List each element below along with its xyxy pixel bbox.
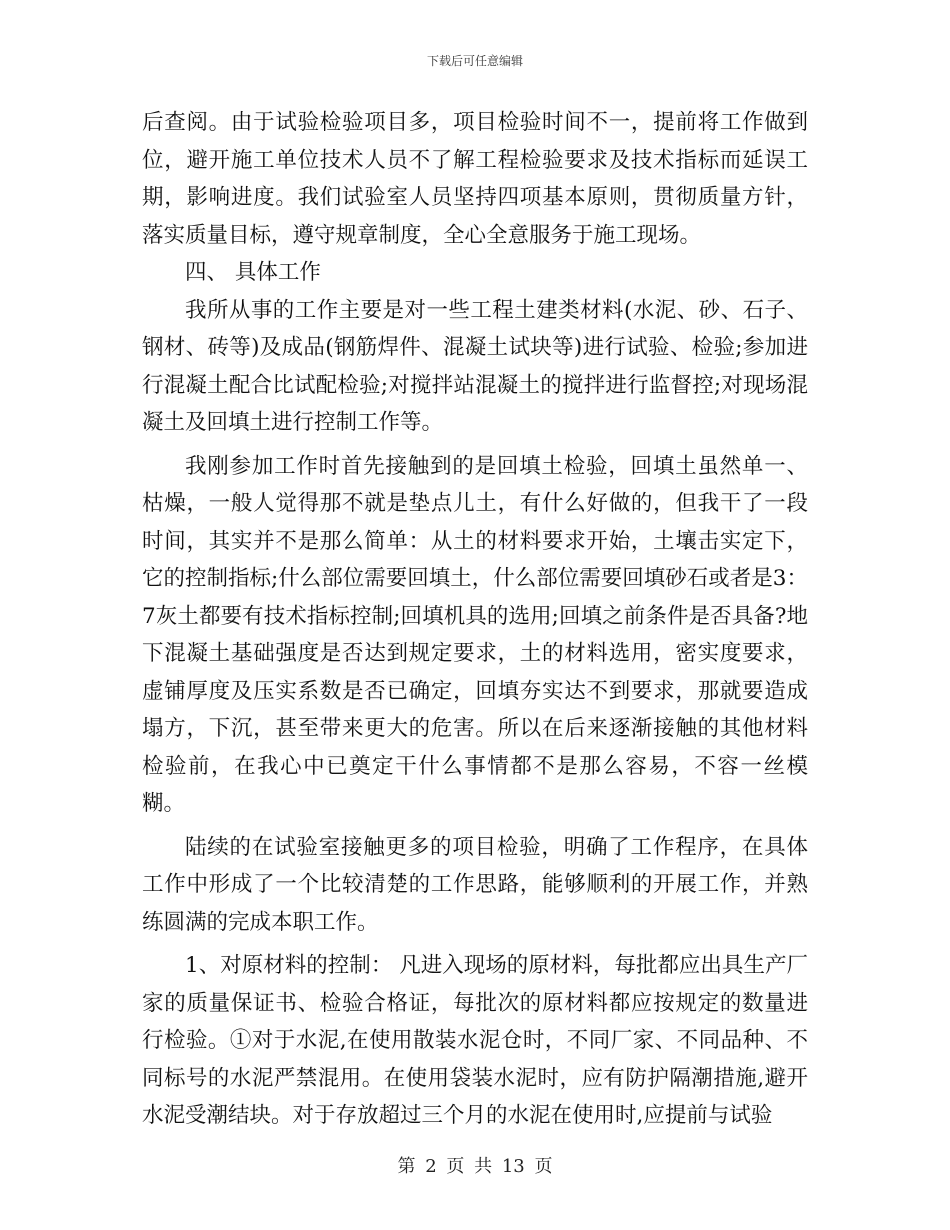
page-footer: 第 2 页 共 13 页 [397, 1156, 553, 1177]
paragraph-procedure: 陆续的在试验室接触更多的项目检验，明确了工作程序，在具体工作中形成了一个比较清楚的工作思路，能够顺利的开展工作，并熟练圆满的完成本职工作。 [142, 834, 808, 935]
page-header: 下载后可任意编辑 [426, 54, 523, 68]
section-heading: 四、 具体工作 [185, 260, 321, 285]
document-body [142, 104, 808, 1135]
paragraph-raw-materials: 1、对原材料的控制： 凡进入现场的原材料，每批都应出具生产厂家的质量保证书、检验合格证，每批次的原材料都应按规定的数量进行检验。①对于水泥,在使用散装水泥仓时，不同厂家、不同品种、不同标号的水泥严禁混用。在使用袋装水泥时，应有防护隔潮措施,避开水泥受潮结块。对于存放超过三个月的水泥在使用时,应提前与试验 [142, 953, 808, 1128]
paragraph-work-scope: 我所从事的工作主要是对一些工程土建类材料(水泥、砂、石子、钢材、砖等)及成品(钢筋焊件、混凝土试块等)进行试验、检验;参加进行混凝土配合比试配检验;对搅拌站混凝土的搅拌进行监督控;对现场混凝土及回填土进行控制工作等。 [142, 297, 808, 435]
paragraph-continuation: 后查阅。由于试验检验项目多，项目检验时间不一，提前将工作做到位，避开施工单位技术人员不了解工程检验要求及技术指标而延误工期，影响进度。我们试验室人员坚持四项基本原则，贯彻质量方针，落实质量目标，遵守规章制度，全心全意服务于施工现场。 [142, 110, 808, 248]
paragraph-backfill: 我刚参加工作时首先接触到的是回填土检验，回填土虽然单一、枯燥，一般人觉得那不就是垫点儿土，有什么好做的，但我干了一段时间，其实并不是那么简单：从土的材料要求开始，土壤击实定下，它的控制指标;什么部位需要回填土，什么部位需要回填砂石或者是3：7灰土都要有技术指标控制;回填机具的选用;回填之前条件是否具备?地下混凝土基础强度是否达到规定要求，土的材料选用，密实度要求，虚铺厚度及压实系数是否已确定，回填夯实达不到要求，那就要造成塌方，下沉，甚至带来更大的危害。所以在后来逐渐接触的其他材料检验前，在我心中已奠定干什么事情都不是那么容易，不容一丝模糊。 [142, 453, 808, 816]
